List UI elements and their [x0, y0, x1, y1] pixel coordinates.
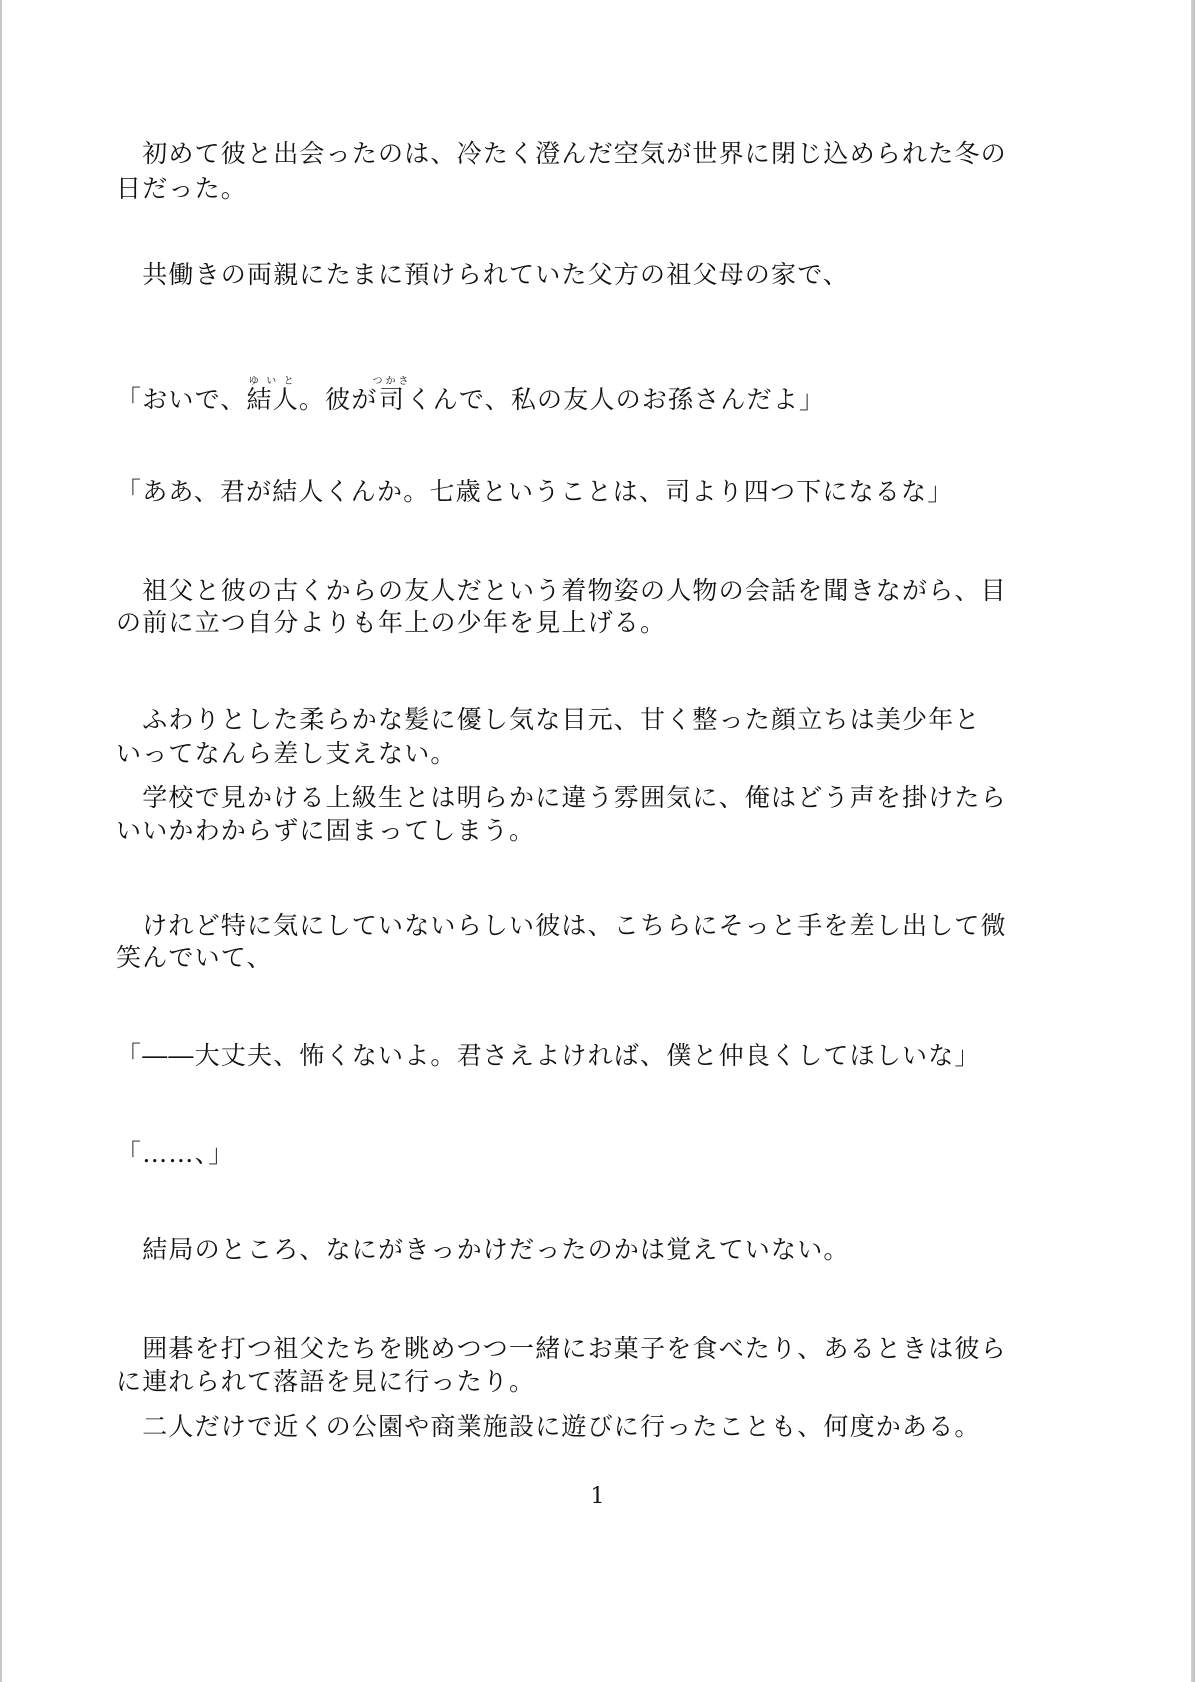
paragraph-5-line-2: の前に立つ自分よりも年上の少年を見上げる。: [116, 608, 667, 637]
paragraph-6-line-1: ふわりとした柔らかな髪に優し気な目元、甘く整った顔立ちは美少年と: [116, 705, 981, 734]
ruby-reading-yuito: ゆいと: [246, 376, 299, 387]
dialogue-text-post: くんで、私の友人のお孫さんだよ」: [406, 385, 826, 414]
paragraph-12-line-2: に連れられて落語を見に行ったり。: [116, 1367, 536, 1396]
paragraph-5-line-1: 祖父と彼の古くからの友人だという着物姿の人物の会話を聞きながら、目: [116, 576, 1007, 605]
paragraph-8-line-2: 笑んでいて、: [116, 943, 273, 972]
paragraph-10-line-1: 「……、」: [116, 1139, 235, 1168]
paragraph-9-line-1: 「――大丈夫、怖くないよ。君さえよければ、僕と仲良くしてほしいな」: [116, 1041, 981, 1070]
paragraph-7-line-2: いいかわからずに固まってしまう。: [116, 816, 536, 845]
paragraph-4-line-1: 「ああ、君が結人くんか。七歳ということは、司より四つ下になるな」: [116, 477, 954, 506]
ruby-base-tsukasa: 司: [372, 385, 412, 414]
ruby-reading-tsukasa: つかさ: [372, 376, 412, 387]
dialogue-text-mid: 。彼が: [298, 385, 378, 414]
paragraph-1-line-2: 日だった。: [116, 174, 248, 203]
paragraph-13-line-1: 二人だけで近くの公園や商業施設に遊びに行ったことも、何度かある。: [116, 1412, 981, 1441]
paragraph-8-line-1: けれど特に気にしていないらしい彼は、こちらにそっと手を差し出して微: [116, 911, 1007, 940]
paragraph-2-line-1: 共働きの両親にたまに預けられていた父方の祖父母の家で、: [116, 260, 850, 289]
paragraph-12-line-1: 囲碁を打つ祖父たちを眺めつつ一緒にお菓子を食べたり、あるときは彼ら: [116, 1334, 1007, 1363]
page-number: 1: [590, 1484, 605, 1509]
paragraph-6-line-2: いってなんら差し支えない。: [116, 739, 457, 768]
paragraph-1-line-1: 初めて彼と出会ったのは、冷たく澄んだ空気が世界に閉じ込められた冬の: [116, 139, 1007, 168]
paragraph-3-dialogue-with-ruby: [116, 376, 825, 416]
paragraph-7-line-1: 学校で見かける上級生とは明らかに違う雰囲気に、俺はどう声を掛けたら: [116, 783, 1007, 812]
ruby-name-yuito: [246, 376, 299, 414]
ruby-base-yuito: 結人: [246, 385, 299, 414]
dialogue-text-pre: 「おいで、: [116, 385, 247, 414]
paragraph-11-line-1: 結局のところ、なにがきっかけだったのかは覚えていない。: [116, 1235, 850, 1264]
ruby-name-tsukasa: [372, 376, 412, 414]
